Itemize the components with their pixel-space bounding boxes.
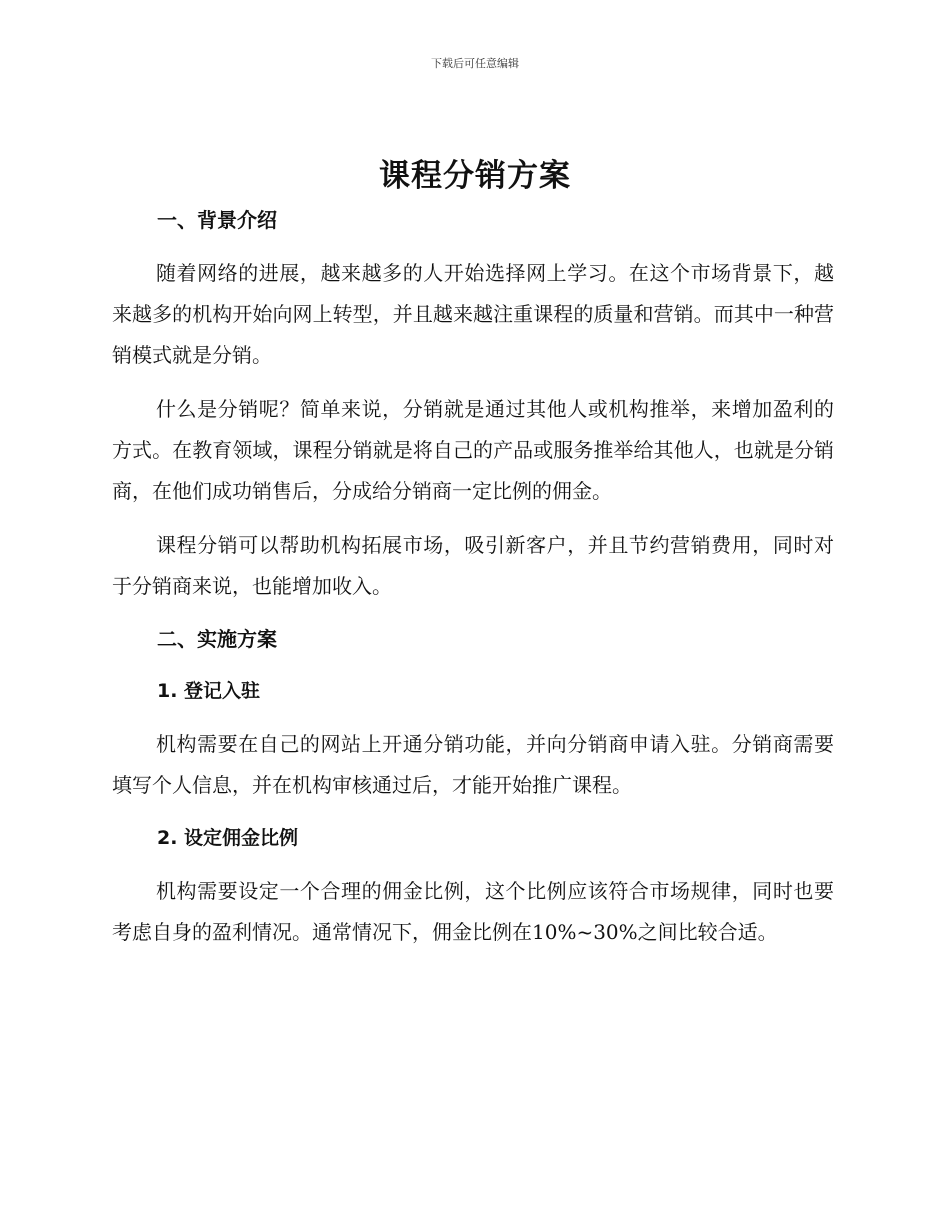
paragraph-registration: 机构需要在自己的网站上开通分销功能，并向分销商申请入驻。分销商需要填写个人信息，并在机构审核通过后，才能开始推广课程。 bbox=[112, 732, 834, 797]
subsection-heading-registration: 1. 登记入驻 bbox=[157, 680, 261, 702]
paragraph-background-1: 随着网络的进展，越来越多的人开始选择网上学习。在这个市场背景下，越来越多的机构开始向网上转型，并且越来越注重课程的质量和营销。而其中一种营销模式就是分销。 bbox=[112, 261, 834, 367]
document-title: 课程分销方案 bbox=[379, 158, 571, 194]
paragraph-background-3: 课程分销可以帮助机构拓展市场，吸引新客户，并且节约营销费用，同时对于分销商来说，也能增加收入。 bbox=[112, 533, 834, 598]
subsection-heading-commission: 2. 设定佣金比例 bbox=[157, 827, 299, 849]
paragraph-background-2: 什么是分销呢？简单来说，分销就是通过其他人或机构推举，来增加盈利的方式。在教育领域，课程分销就是将自己的产品或服务推举给其他人，也就是分销商，在他们成功销售后，分成给分销商一定比例的佣金。 bbox=[112, 397, 834, 503]
section-heading-background: 一、背景介绍 bbox=[157, 208, 277, 232]
paragraph-commission: 机构需要设定一个合理的佣金比例，这个比例应该符合市场规律，同时也要考虑自身的盈利情况。通常情况下，佣金比例在10%~30%之间比较合适。 bbox=[112, 879, 834, 944]
document-body bbox=[112, 200, 834, 953]
section-heading-implementation: 二、实施方案 bbox=[157, 627, 277, 651]
page-header-note: 下载后可任意编辑 bbox=[431, 57, 519, 70]
